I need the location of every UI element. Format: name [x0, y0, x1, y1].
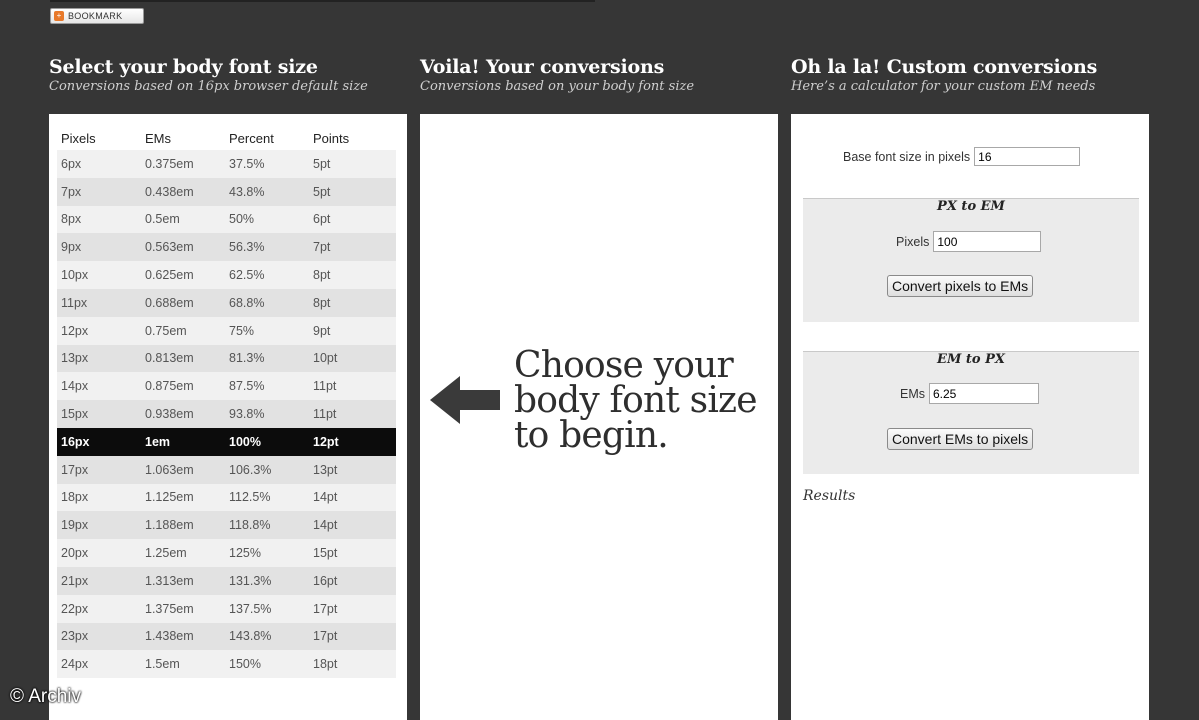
bookmark-label: BOOKMARK [68, 11, 123, 21]
choose-prompt-line: Choose your [514, 345, 733, 386]
ems-label: EMs [900, 386, 925, 401]
middle-column-title: Voila! Your conversions [420, 56, 665, 78]
cell-ems: 0.438em [145, 184, 194, 199]
cell-points: 13pt [313, 462, 338, 477]
middle-column-header [420, 56, 694, 95]
table-row-selected[interactable] [57, 428, 396, 456]
cell-pixels: 17px [61, 462, 89, 477]
header-percent: Percent [229, 130, 274, 146]
cell-ems: 1.438em [145, 629, 194, 644]
left-column-subtitle: Conversions based on 16px browser default size [49, 79, 368, 94]
px-to-em-box [803, 198, 1139, 322]
table-row[interactable] [57, 178, 396, 206]
table-row[interactable] [57, 345, 396, 373]
table-row[interactable] [57, 456, 396, 484]
px-to-em-title: PX to EM [803, 198, 1139, 214]
cell-pixels: 7px [61, 184, 82, 199]
cell-ems: 0.625em [145, 268, 194, 283]
cell-percent: 118.8% [229, 518, 271, 533]
cell-ems: 1.313em [145, 573, 194, 588]
table-row[interactable] [57, 539, 396, 567]
table-row[interactable] [57, 150, 396, 178]
em-to-px-title: EM to PX [803, 351, 1139, 367]
table-row[interactable] [57, 372, 396, 400]
bookmark-button[interactable] [50, 8, 144, 24]
top-bar-line [50, 0, 595, 2]
table-row[interactable] [57, 567, 396, 595]
results-label: Results [803, 488, 856, 504]
right-column-subtitle: Here’s a calculator for your custom EM needs [791, 79, 1096, 94]
cell-ems: 0.375em [145, 156, 194, 171]
cell-points: 15pt [313, 546, 338, 561]
cell-points: 11pt [313, 379, 337, 394]
cell-percent: 125% [229, 546, 261, 561]
base-font-size-row [843, 147, 1080, 166]
cell-percent: 62.5% [229, 268, 265, 283]
table-row[interactable] [57, 317, 396, 345]
cell-points: 17pt [313, 601, 338, 616]
bookmark-icon: + [54, 11, 64, 21]
pixels-label: Pixels [896, 234, 930, 249]
cell-ems: 1em [145, 434, 171, 449]
cell-percent: 37.5% [229, 156, 265, 171]
arrow-left-icon [430, 376, 500, 424]
cell-percent: 100% [229, 434, 261, 449]
cell-pixels: 11px [61, 295, 88, 310]
cell-ems: 0.75em [145, 323, 187, 338]
cell-ems: 1.25em [145, 546, 187, 561]
table-row[interactable] [57, 400, 396, 428]
cell-pixels: 23px [61, 629, 89, 644]
cell-pixels: 18px [61, 490, 89, 505]
cell-percent: 43.8% [229, 184, 265, 199]
cell-ems: 0.813em [145, 351, 194, 366]
pixels-input[interactable] [933, 231, 1041, 252]
left-column-header [49, 56, 368, 95]
cell-percent: 87.5% [229, 379, 265, 394]
table-header-row [57, 126, 396, 150]
cell-percent: 106.3% [229, 462, 272, 477]
cell-ems: 0.563em [145, 240, 194, 255]
cell-points: 12pt [313, 434, 339, 449]
cell-pixels: 13px [61, 351, 89, 366]
table-row[interactable] [57, 595, 396, 623]
cell-ems: 0.5em [145, 212, 180, 227]
base-font-size-input[interactable] [974, 147, 1080, 166]
cell-points: 8pt [313, 295, 331, 310]
table-row[interactable] [57, 623, 396, 651]
cell-percent: 112.5% [229, 490, 271, 505]
cell-ems: 1.375em [145, 601, 194, 616]
cell-points: 10pt [313, 351, 338, 366]
cell-percent: 56.3% [229, 240, 265, 255]
cell-percent: 93.8% [229, 407, 265, 422]
cell-percent: 75% [229, 323, 255, 338]
cell-percent: 81.3% [229, 351, 265, 366]
cell-percent: 131.3% [229, 573, 272, 588]
cell-pixels: 16px [61, 434, 90, 449]
cell-pixels: 20px [61, 546, 89, 561]
ems-input[interactable] [929, 383, 1039, 404]
header-pixels: Pixels [61, 130, 96, 146]
right-column-header [791, 56, 1097, 95]
font-size-table [57, 126, 396, 678]
cell-pixels: 22px [61, 601, 89, 616]
ems-row [900, 383, 1039, 404]
cell-percent: 137.5% [229, 601, 272, 616]
cell-points: 7pt [313, 240, 331, 255]
cell-ems: 0.688em [145, 295, 194, 310]
cell-ems: 1.063em [145, 462, 194, 477]
cell-pixels: 21px [61, 573, 89, 588]
cell-pixels: 6px [61, 156, 82, 171]
cell-points: 6pt [313, 212, 331, 227]
cell-points: 8pt [313, 268, 331, 283]
cell-ems: 1.5em [145, 657, 180, 672]
font-size-table-panel [49, 114, 407, 720]
cell-percent: 68.8% [229, 295, 265, 310]
conversions-panel [420, 114, 778, 720]
cell-ems: 0.875em [145, 379, 194, 394]
cell-pixels: 10px [61, 268, 89, 283]
choose-prompt [514, 345, 774, 456]
choose-prompt-line: body font size [514, 380, 757, 421]
table-row[interactable] [57, 511, 396, 539]
middle-column-subtitle: Conversions based on your body font size [420, 79, 695, 94]
cell-points: 18pt [313, 657, 338, 672]
em-to-px-box [803, 351, 1139, 474]
base-font-size-label: Base font size in pixels [843, 149, 971, 164]
cell-points: 17pt [313, 629, 338, 644]
cell-pixels: 12px [61, 323, 89, 338]
table-row[interactable] [57, 650, 396, 678]
cell-points: 14pt [313, 490, 338, 505]
cell-pixels: 8px [61, 212, 82, 227]
table-row[interactable] [57, 233, 396, 261]
table-row[interactable] [57, 206, 396, 234]
right-column-title: Oh la la! Custom conversions [791, 56, 1098, 78]
table-row[interactable] [57, 289, 396, 317]
pixels-row [896, 231, 1041, 252]
image-credit: © Archiv [10, 686, 82, 707]
cell-pixels: 14px [61, 379, 89, 394]
cell-points: 11pt [313, 407, 337, 422]
left-column-title: Select your body font size [49, 56, 318, 78]
cell-ems: 1.188em [145, 518, 194, 533]
cell-pixels: 24px [61, 657, 89, 672]
header-ems: EMs [145, 130, 171, 146]
cell-percent: 143.8% [229, 629, 272, 644]
cell-pixels: 9px [61, 240, 82, 255]
table-row[interactable] [57, 261, 396, 289]
cell-points: 9pt [313, 323, 331, 338]
cell-points: 14pt [313, 518, 338, 533]
cell-percent: 150% [229, 657, 261, 672]
header-points: Points [313, 130, 350, 146]
cell-pixels: 15px [61, 407, 89, 422]
convert-ems-to-pixels-button[interactable]: Convert EMs to pixels [887, 428, 1033, 450]
table-row[interactable] [57, 484, 396, 512]
cell-points: 5pt [313, 184, 331, 199]
cell-percent: 50% [229, 212, 255, 227]
cell-points: 16pt [313, 573, 338, 588]
cell-ems: 0.938em [145, 407, 194, 422]
convert-pixels-to-ems-button[interactable]: Convert pixels to EMs [887, 275, 1033, 297]
cell-points: 5pt [313, 156, 331, 171]
cell-pixels: 19px [61, 518, 89, 533]
cell-ems: 1.125em [145, 490, 194, 505]
custom-calculator-panel [791, 114, 1149, 720]
choose-prompt-line: to begin. [514, 415, 668, 456]
